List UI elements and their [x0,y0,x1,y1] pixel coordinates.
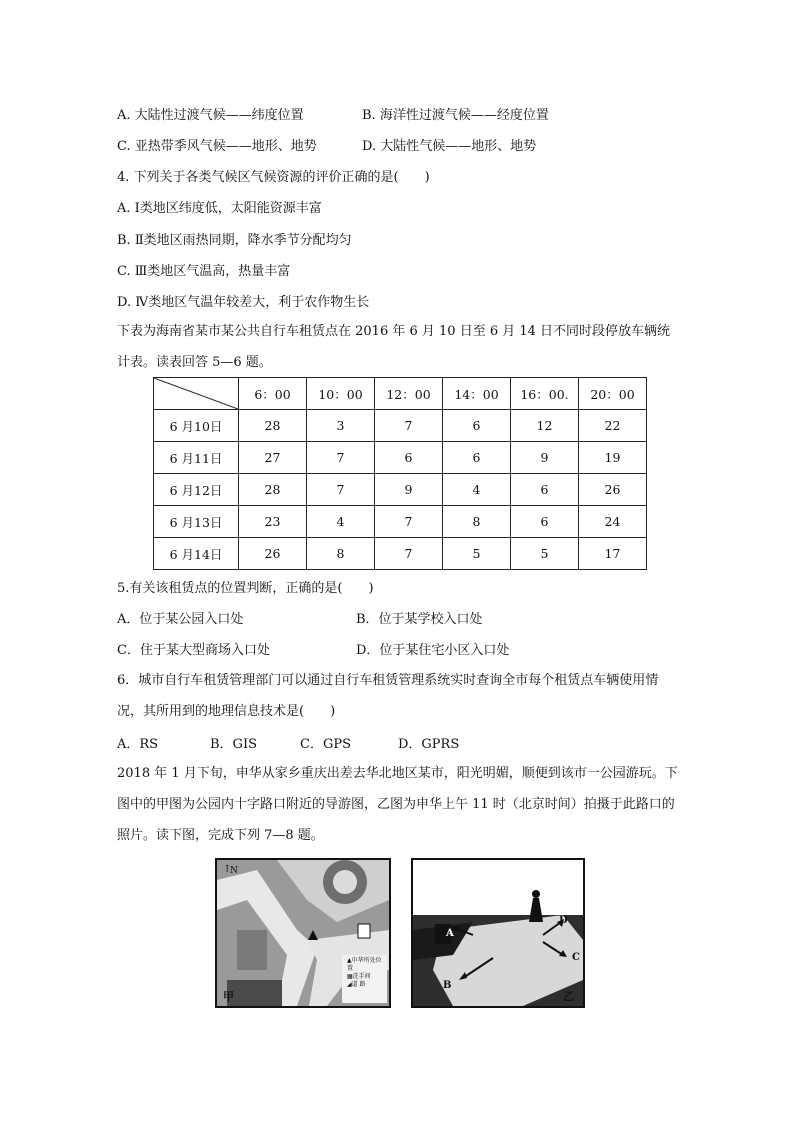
table-header-row [154,378,647,410]
table-cell: 23 [239,506,307,538]
q6-option-b[interactable]: B．GIS [210,737,257,752]
q4-option-c[interactable]: C. Ⅲ类地区气温高，热量丰富 [117,264,291,279]
q6-stem: 6．城市自行车租赁管理部门可以通过自行车租赁管理系统实时查询全市每个租赁点车辆使用情况，其所用到的地理信息技术是( ) [117,673,659,719]
q4-option-b[interactable]: B. Ⅱ类地区雨热同期，降水季节分配均匀 [117,233,352,248]
table-cell: 4 [307,506,375,538]
table-cell: 22 [579,410,647,442]
table-row [154,474,647,506]
q4-option-d[interactable]: D. Ⅳ类地区气温年较差大，利于农作物生长 [117,295,370,310]
direction-d-label: D [559,915,568,926]
table-cell: 6 [511,506,579,538]
legend-location-text: 申华所处位置 [347,957,382,972]
table-row [154,410,647,442]
table-header-cell: 12：00 [375,378,443,410]
figure-yi-crossroad-photo [411,858,585,1008]
table-date-cell: 6 月12日 [154,474,239,506]
bike-rental-table [153,377,647,570]
table-cell: 7 [375,410,443,442]
crossroad-photo-graphic [413,860,583,1006]
q5-stem: 5.有关该租赁点的位置判断，正确的是( ) [117,581,374,596]
direction-c-label: C [572,952,580,963]
q3-option-a[interactable]: A. 大陆性过渡气候——纬度位置 [117,108,304,123]
map-legend [347,957,387,989]
diagonal-line-icon [154,378,238,409]
table-date-cell: 6 月14日 [154,538,239,570]
q3-option-d[interactable]: D. 大陆性气候——地形、地势 [362,139,537,154]
table-cell: 9 [511,442,579,474]
legend-toilet-item [347,973,387,981]
q4-option-a[interactable]: A. Ⅰ类地区纬度低，太阳能资源丰富 [117,201,322,216]
figure-jia-guide-map [215,858,391,1008]
table-corner-cell [154,378,239,410]
table-cell: 26 [239,538,307,570]
table-header-cell: 16：00. [511,378,579,410]
table-header-cell: 20：00 [579,378,647,410]
legend-road-item [347,981,387,989]
north-arrow-icon: ↑ [223,864,232,875]
table-cell: 24 [579,506,647,538]
figure-jia-label: 甲 [223,990,234,1003]
table-cell: 7 [307,442,375,474]
direction-a-label: A [446,928,454,939]
table-cell: 6 [443,442,511,474]
table-row [154,506,647,538]
table-cell: 8 [307,538,375,570]
table-date-cell: 6 月11日 [154,442,239,474]
legend-location-item [347,957,387,973]
table-cell: 12 [511,410,579,442]
figure-yi-label: 乙 [563,990,574,1003]
direction-b-label: B [443,980,452,991]
table-cell: 4 [443,474,511,506]
table-cell: 19 [579,442,647,474]
table-cell: 3 [307,410,375,442]
table-date-cell: 6 月13日 [154,506,239,538]
toilet-icon: ▦ [347,973,353,980]
q5-option-c[interactable]: C．住于某大型商场入口处 [117,643,270,658]
table-header-cell: 14：00 [443,378,511,410]
table-cell: 17 [579,538,647,570]
table-cell: 28 [239,410,307,442]
table-cell: 6 [511,474,579,506]
table-cell: 9 [375,474,443,506]
table-cell: 7 [375,506,443,538]
table-date-cell: 6 月10日 [154,410,239,442]
north-label: N [230,866,238,876]
table-cell: 5 [511,538,579,570]
q6-option-a[interactable]: A．RS [117,737,159,752]
legend-toilet-text: 洗手间 [352,973,371,980]
q5-option-b[interactable]: B．位于某学校入口处 [356,612,483,627]
table-cell: 5 [443,538,511,570]
table-row [154,538,647,570]
table-cell: 7 [375,538,443,570]
table-intro: 下表为海南省某市某公共自行车租赁点在 2016 年 6 月 10 日至 6 月 14 日不同时段停放车辆统计表。读表回答 5—6 题。 [117,324,671,370]
q5-option-d[interactable]: D．位于某住宅小区入口处 [356,643,510,658]
q3-option-c[interactable]: C. 亚热带季风气候——地形、地势 [117,139,317,154]
q6-option-d[interactable]: D．GPRS [398,737,460,752]
q4-stem: 4. 下列关于各类气候区气候资源的评价正确的是( ) [117,170,430,185]
table-header-cell: 10：00 [307,378,375,410]
q3-option-b[interactable]: B. 海洋性过渡气候——经度位置 [362,108,549,123]
table-cell: 6 [443,410,511,442]
table-cell: 8 [443,506,511,538]
table-cell: 27 [239,442,307,474]
legend-road-text: 道 路 [351,981,366,988]
table-cell: 26 [579,474,647,506]
table-cell: 7 [307,474,375,506]
q78-intro: 2018 年 1 月下旬，申华从家乡重庆出差去华北地区某市，阳光明媚，顺便到该市一公园游玩。下图中的甲图为公园内十字路口附近的导游图，乙图为申华上午 11 时（北京时间）拍摄于此路口的照片。读下图，完成下列 7—8 题。 [117,766,678,843]
table-cell: 6 [375,442,443,474]
table-cell: 28 [239,474,307,506]
triangle-marker-icon: ▲ [347,957,352,964]
table-row [154,442,647,474]
road-icon: ◢ [347,981,352,988]
q5-option-a[interactable]: A．位于某公园入口处 [117,612,244,627]
q6-option-c[interactable]: C．GPS [300,737,351,752]
table-header-cell: 6：00 [239,378,307,410]
